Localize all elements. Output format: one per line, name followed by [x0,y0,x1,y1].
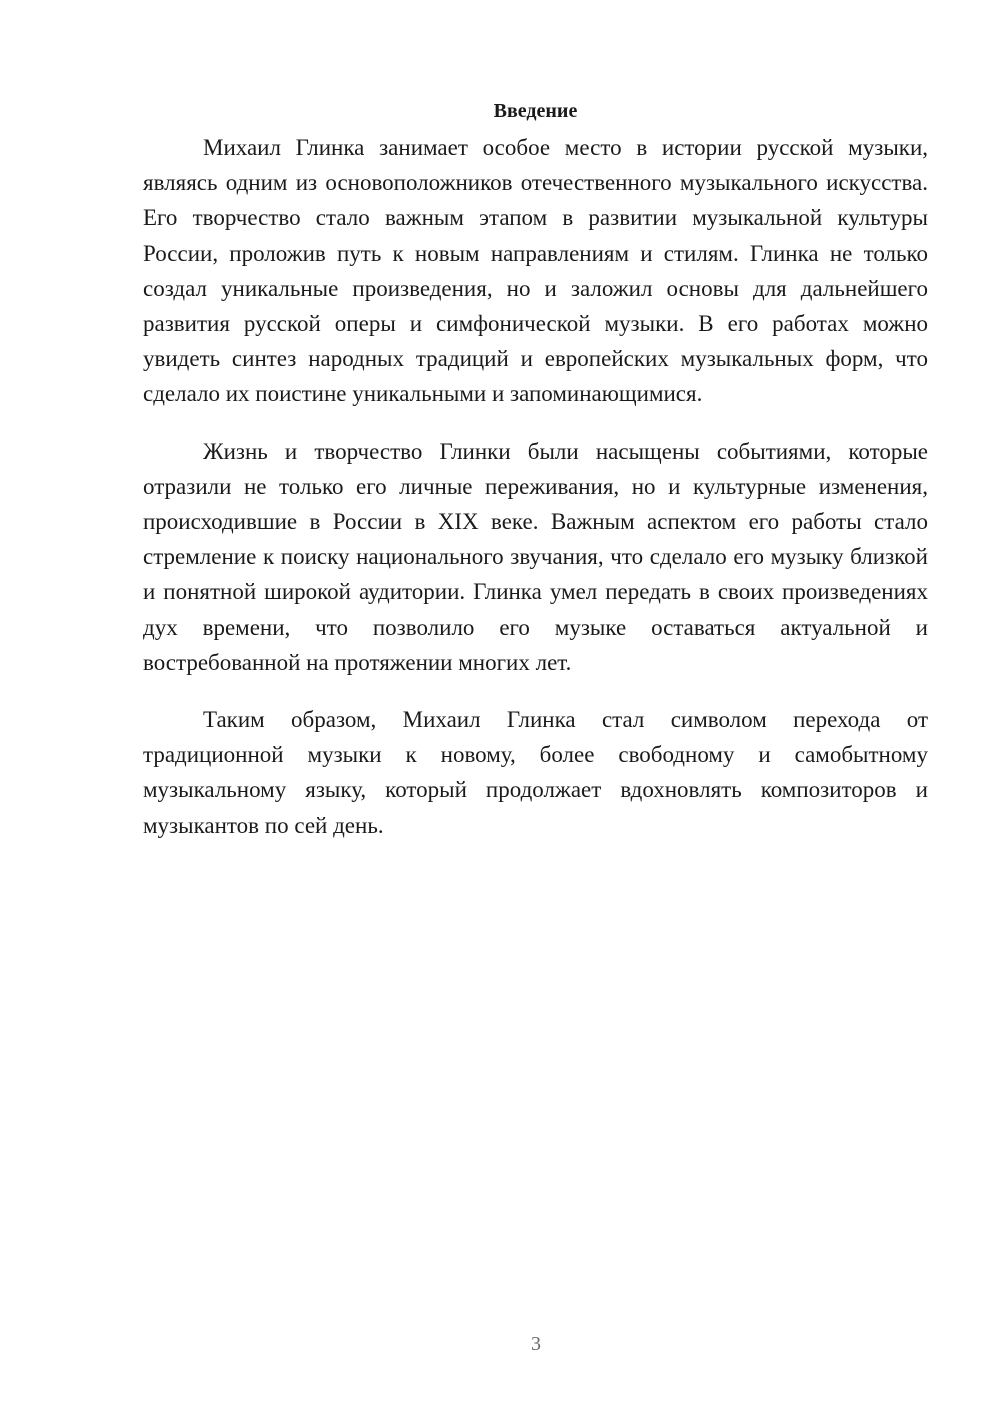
paragraph-3: Таким образом, Михаил Глинка стал символом перехода от традиционной музыки к новому, более свободному и самобытному музыкальному языку, который продолжает вдохновлять композиторов и музыкантов по сей день. [143,707,928,838]
paragraph-2: Жизнь и творчество Глинки были насыщены событиями, которые отразили не только его личные переживания, но и культурные изменения, происходившие в России в XIX веке. Важным аспектом его работы стало стремление к поиску национального звучания, что сделало его музыку близкой и понятной широкой аудитории. Глинка умел передать в своих произведениях дух времени, что позволило его музыке оставаться актуальной и востребованной на протяжении многих лет. [143,438,928,675]
section-heading: Введение [493,100,578,122]
paragraph-1: Михаил Глинка занимает особое место в истории русской музыки, являясь одним из основоположников отечественного музыкального искусства. Его творчество стало важным этапом в развитии музыкальной культуры России, проложив путь к новым направлениям и стилям. Глинка не только создал уникальные произведения, но и заложил основы для дальнейшего развития русской оперы и симфонической музыки. В его работах можно увидеть синтез народных традиций и европейских музыкальных форм, что сделало их поистине уникальными и запоминающимися. [143,135,928,407]
page-number: 3 [531,1333,541,1355]
page-content [143,96,928,865]
